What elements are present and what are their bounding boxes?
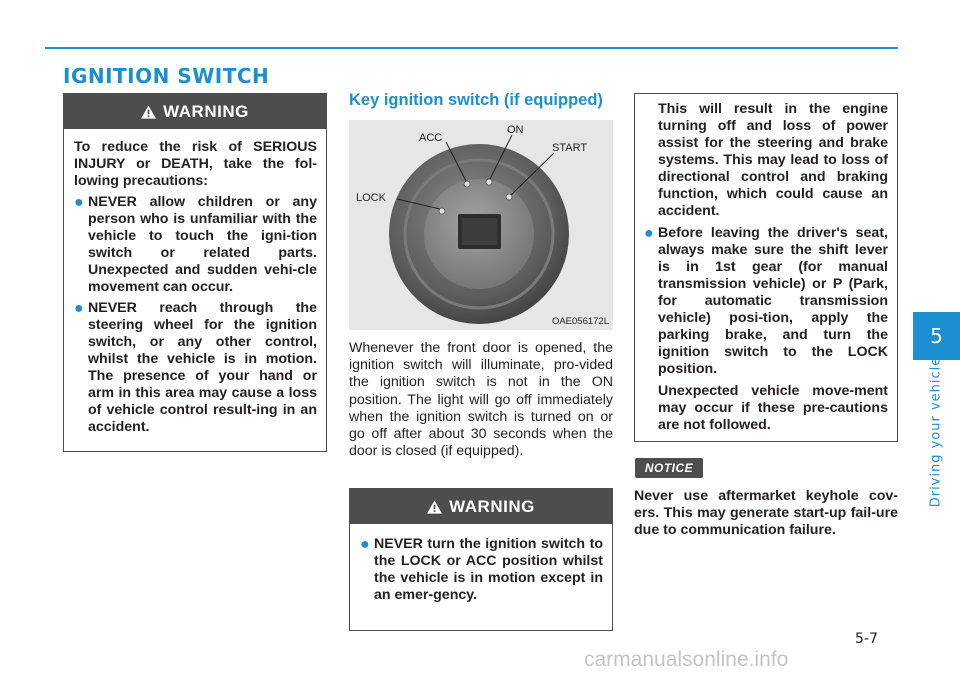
notice-badge: NOTICE: [635, 458, 703, 478]
indent-spacer: [644, 383, 658, 434]
warning-bullet: [74, 300, 317, 436]
ignition-switch-figure: [349, 120, 613, 330]
warning-header-label: WARNING: [163, 101, 249, 121]
warning-body: [635, 94, 897, 434]
warning-bullet-text: NEVER reach through the steering wheel for the ignition switch, or any other control, whilst the vehicle is in motion. The presence of your hand or arm in this area may cause a loss of vehicle control result-ing in an accident.: [88, 300, 317, 435]
lock-label: LOCK: [356, 192, 386, 204]
warning-bullet: [74, 194, 317, 296]
warning-header: [350, 489, 612, 524]
bullet-dot-icon: ●: [360, 536, 370, 553]
warning-triangle-icon: [141, 105, 156, 119]
warning-bullet-continued: [644, 383, 888, 434]
bullet-dot-icon: ●: [74, 194, 84, 211]
figure-code: OAE056172L: [551, 316, 609, 327]
warning-bullet: [644, 225, 888, 378]
ignition-switch-illustration: [349, 120, 613, 330]
key-slot-inner: [462, 218, 497, 245]
start-label: START: [552, 142, 588, 154]
acc-position-mark: [464, 181, 470, 187]
warning-body: [64, 129, 326, 436]
warning-triangle-icon: [427, 500, 442, 514]
warning-bullet-text: NEVER allow children or any person who is unfamiliar with the vehicle to touch the igni-tion switch or related parts. Unexpected and sudden vehi-cle movement can occur.: [88, 194, 317, 295]
on-position-mark: [486, 179, 492, 185]
warning-body: [350, 524, 612, 604]
bullet-dot-icon: ●: [644, 225, 654, 242]
warning-header-label: WARNING: [449, 496, 535, 516]
watermark: carmanualsonline.info: [584, 648, 789, 671]
ignition-description: Whenever the front door is opened, the ignition switch will illuminate, pro-vided the ignition switch is not in the ON position. The light will go off immediately when the ignition switch is turned on or go off after about 30 seconds when the door is closed (if equipped).: [349, 340, 613, 460]
indent-spacer: [644, 101, 658, 220]
acc-label: ACC: [419, 132, 443, 144]
warning-header: [64, 94, 326, 129]
warning-bullet: [360, 536, 603, 604]
notice-text: Never use aftermarket keyhole cov-ers. This may generate start-up fail-ure due to communication failure.: [634, 488, 898, 539]
warning-bullet-continued-text: Unexpected vehicle move-ment may occur if these pre-cautions are not followed.: [658, 383, 888, 433]
warning-intro: To reduce the risk of SERIOUS INJURY or DEATH, take the fol-lowing precautions:: [74, 139, 317, 189]
page-number: 5-7: [855, 631, 878, 647]
chapter-name-label: Driving your vehicle: [928, 356, 944, 508]
warning-bullet-text: NEVER turn the ignition switch to the LOCK or ACC position whilst the vehicle is in motion except in an emer-gency.: [374, 536, 603, 603]
warning-box-continued: [634, 93, 898, 442]
warning-continued-paragraph: [644, 101, 888, 220]
warning-box-2: [349, 488, 613, 631]
chapter-tab: 5: [913, 312, 960, 360]
warning-continued-text: This will result in the engine turning off and loss of power assist for the steering and brake systems. This may lead to loss of directional control and braking function, which could cause an accident.: [658, 101, 888, 219]
section-title: IGNITION SWITCH: [63, 64, 270, 88]
bullet-dot-icon: ●: [74, 300, 84, 317]
top-rule: [45, 47, 898, 49]
warning-bullet-text: Before leaving the driver's seat, always make sure the shift lever is in 1st gear (for manual transmission vehicle) or P (Park, for automatic transmission vehicle) posi-tion, apply the parking brake, and turn the ignition switch to the LOCK position.: [658, 225, 888, 377]
key-ignition-title: Key ignition switch (if equipped): [349, 91, 603, 109]
warning-box-1: [63, 93, 327, 452]
on-label: ON: [507, 124, 524, 136]
